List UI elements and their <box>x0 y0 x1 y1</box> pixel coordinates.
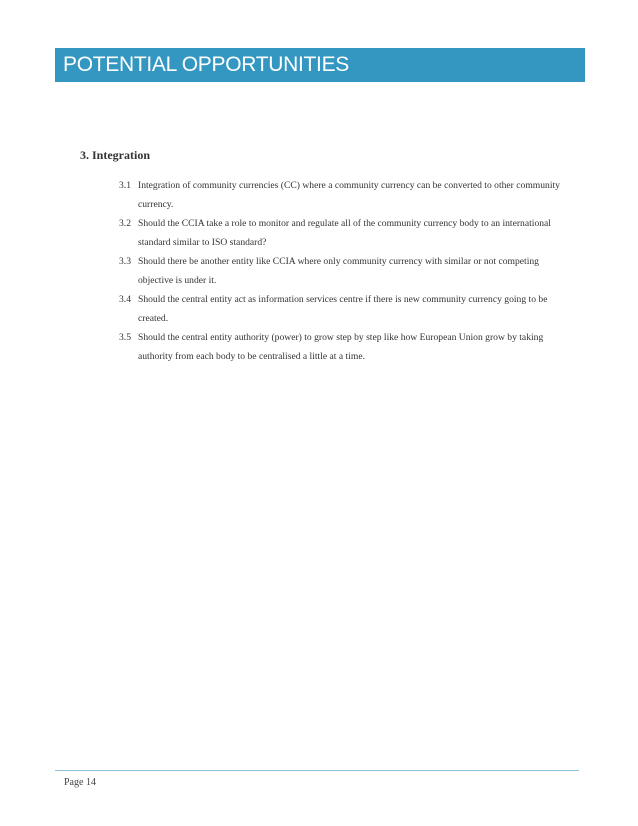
section-title-banner <box>55 48 585 82</box>
list-item-number: 3.5 <box>119 332 131 343</box>
footer-divider <box>55 770 579 771</box>
list-item-number: 3.2 <box>119 218 131 229</box>
list-item-text: Should the central entity authority (power) to grow step by step like how European Union grow by taking authority from each body to be centralised a little at a time. <box>138 332 544 362</box>
list-item-text: Should the central entity act as information services centre if there is new community currency going to be created. <box>138 294 548 324</box>
list-item <box>119 214 569 252</box>
opportunity-list <box>119 176 569 366</box>
list-item <box>119 290 569 328</box>
page-title: POTENTIAL OPPORTUNITIES <box>63 53 349 76</box>
list-item <box>119 328 569 366</box>
list-item-number: 3.1 <box>119 180 131 191</box>
list-item-text: Should there be another entity like CCIA where only community currency with similar or not competing objective is under it. <box>138 256 539 286</box>
list-item-number: 3.3 <box>119 256 131 267</box>
section-heading: 3. Integration <box>80 148 150 162</box>
list-item <box>119 176 569 214</box>
page-number: Page 14 <box>64 777 96 788</box>
list-item <box>119 252 569 290</box>
list-item-text: Should the CCIA take a role to monitor and regulate all of the community currency body to an international standard similar to ISO standard? <box>138 218 551 248</box>
list-item-text: Integration of community currencies (CC) where a community currency can be converted to other community currency. <box>138 180 560 210</box>
list-item-number: 3.4 <box>119 294 131 305</box>
